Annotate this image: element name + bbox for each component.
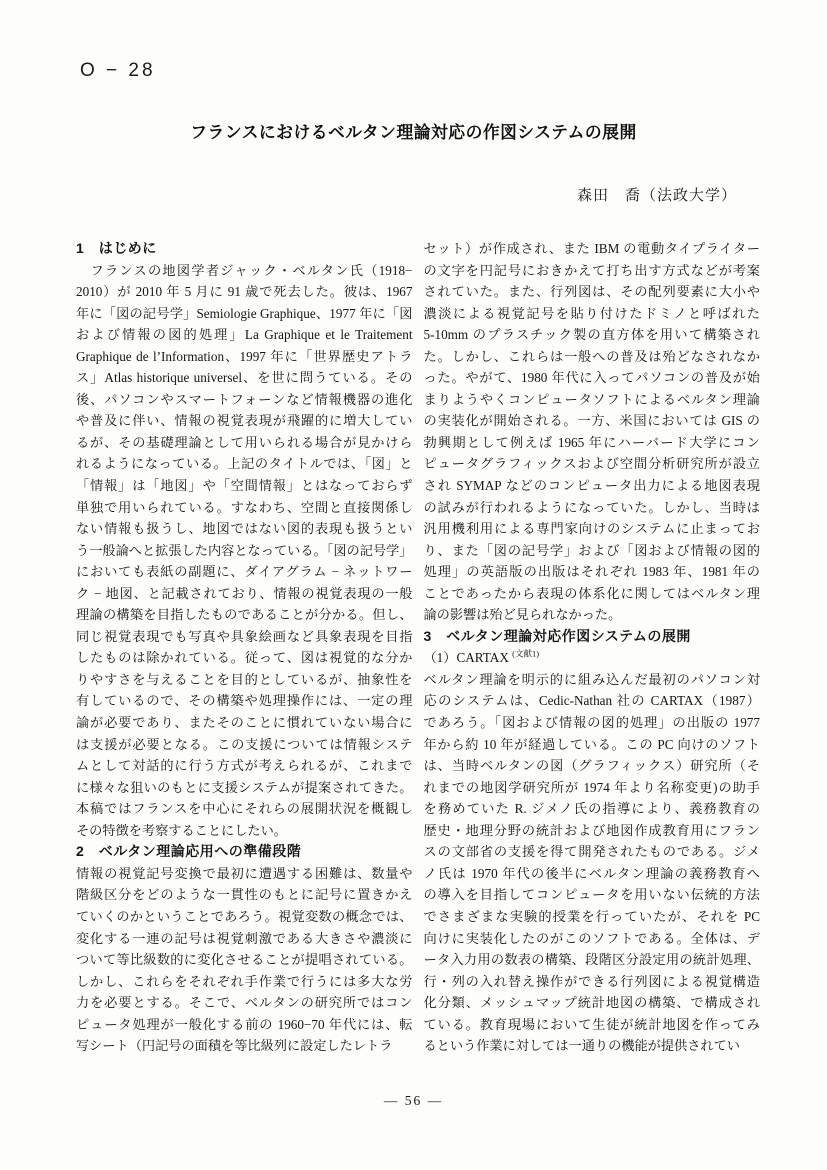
- text-line: ス」Atlas historique universel、を世に問うている。その: [76, 370, 413, 386]
- page-number: — 56 —: [383, 1093, 444, 1108]
- text-line: 2010）が 2010 年 5 月に 91 歳で死去した。彼は、1967: [76, 284, 413, 300]
- text-line: スの文部省の支援を得て開発されたものである。ジメ: [423, 844, 760, 860]
- text-line: ムとして対話的に行う方式が考えられるが、これまで: [76, 758, 413, 774]
- text-line: 濃淡による視覚記号を貼り付けたドミノと呼ばれた: [423, 305, 760, 321]
- section-heading: 3 ベルタン理論対応作図システムの展開: [423, 627, 691, 644]
- text-line: う一般論へと拡張した内容となっている。「図の記号学」: [76, 542, 413, 558]
- text-line: は、当時ベルタンの図（グラフィックス）研究所（そ: [423, 758, 760, 774]
- text-line: フランスの地図学者ジャック・ベルタン氏（1918−: [76, 262, 413, 278]
- text-line: 歴史・地理分野の統計および地図作成教育用にフラン: [423, 822, 760, 838]
- text-line: ク − 地図、と記載されており、情報の視覚表現の一般: [76, 585, 413, 601]
- text-line: 論が必要であり、またそのことに慣れていない場合に: [76, 715, 413, 731]
- text-line: は支援が必要となる。この支援については情報システ: [76, 736, 413, 752]
- text-line: り、また「図の記号学」および「図および情報の図的: [423, 542, 760, 558]
- text-line: ータ入力用の数表の構築、段階区分設定用の統計処理、: [423, 952, 760, 968]
- text-line: ついて等比級数的に変化させることが提唱されている。: [76, 952, 413, 968]
- body-columns: [76, 238, 760, 1057]
- right-column: [424, 238, 761, 1057]
- text-line: 応のシステムは、Cedic-Nathan 社の CARTAX（1987）: [423, 693, 760, 709]
- text-line: され SYMAP などのコンピュータ出力による地図表現: [423, 478, 760, 494]
- session-code: O − 28: [80, 60, 156, 81]
- text-line: Graphique de l’Information、1997 年に「世界歴史アトラ: [76, 348, 413, 364]
- text-line: るという作業に対しては一通りの機能が提供されてい: [423, 1038, 740, 1054]
- text-line: れまでの地図学研究所が 1974 年より名称変更)の助手: [423, 779, 760, 795]
- text-line: た。しかし、これらは一般への普及は殆どなされなか: [423, 348, 760, 364]
- text-line: の試みが行われるようになっていた。しかし、当時は: [423, 499, 760, 515]
- text-line: ていくのかということであろう。視覚変数の概念では、: [76, 908, 413, 924]
- text-line: ピュータグラフィックスおよび空間分析研究所が設立: [423, 456, 760, 472]
- text-line: その特徴を考察することにしたい。: [76, 822, 287, 838]
- text-line: 化分類、メッシュマップ統計地図の構築、で構成され: [423, 995, 760, 1011]
- paper-author: 森田 喬（法政大学）: [576, 188, 737, 204]
- text-line: ない情報も扱うし、地図ではない図的表現も扱うとい: [76, 521, 413, 537]
- text-line: 年に「図の記号学」Semiologie Graphique、1977 年に「図: [76, 305, 413, 321]
- text-line: 理論の構築を目指したものであることが分かる。但し、: [76, 607, 413, 623]
- text-line: 有しているので、その構築や処理操作には、一定の理: [76, 693, 413, 709]
- text-line: 同じ視覚表現でも写真や具象絵画など具象表現を目指: [76, 628, 413, 644]
- text-line: の文字を円記号におきかえて打ち出す方式などが考案: [423, 262, 760, 278]
- text-line: 後、パソコンやスマートフォーンなど情報機器の進化: [76, 391, 413, 407]
- text-line: ピュータ処理が一般化する前の 1960−70 年代には、転: [76, 1016, 413, 1032]
- text-line: セット）が作成され、また IBM の電動タイプライター: [423, 241, 760, 256]
- text-line: るが、その基礎理論として用いられる場合が見かけら: [76, 434, 413, 450]
- section-heading: 2 ベルタン理論応用への準備段階: [76, 843, 302, 860]
- text-line: されていた。また、行列図は、その配列要素に大小や: [423, 284, 760, 300]
- text-line: しかし、これらをそれぞれ手作業で行うには多大な労: [76, 973, 413, 989]
- left-column: [76, 238, 413, 1057]
- text-line: であろう。「図および情報の図的処理」の出版の 1977: [423, 715, 760, 731]
- text-line: 単独で用いられている。すなわち、空間と直接関係し: [76, 499, 413, 515]
- text-line: ベルタン理論を明示的に組み込んだ最初のパソコン対: [423, 671, 760, 687]
- text-line: ている。教育現場において生徒が統計地図を作ってみ: [423, 1016, 760, 1032]
- text-line: 処理」の英語版の出版はそれぞれ 1983 年、1981 年の: [423, 564, 760, 580]
- text-line: 本稿ではフランスを中心にそれらの展開状況を概観し: [76, 801, 413, 817]
- text-line: まりようやくコンピュータソフトによるベルタン理論: [423, 391, 760, 407]
- text-line: の導入を目指してコンピュータを用いない伝統的方法: [423, 887, 760, 903]
- paper-title: フランスにおけるベルタン理論対応の作図システムの展開: [190, 123, 637, 142]
- text-line: に様々な狙いのもとに支援システムが提案されてきた。: [76, 779, 413, 795]
- text-line: 「情報」は「地図」や「空間情報」とはなっておらず: [76, 478, 413, 494]
- text-line: の実装化が開始される。一方、米国においては GIS の: [423, 413, 760, 429]
- text-line: 情報の視覚記号変換で最初に遭遇する困難は、数量や: [76, 865, 413, 881]
- text-line: でさまざまな実験的授業を行っていたが、それを PC: [423, 908, 760, 924]
- text-line: れるようになっている。上記のタイトルでは、「図」と: [76, 456, 413, 472]
- text-line: および情報の図的処理」La Graphique et le Traitement: [76, 327, 413, 343]
- text-line: 汎用機利用による専門家向けのシステムに止まってお: [423, 521, 760, 537]
- subsection-heading: （1）CARTAX $^{(文献1)}$: [423, 649, 540, 666]
- text-line: 行・列の入れ替え操作ができる行列図による視覚構造: [423, 973, 760, 989]
- text-line: 年から約 10 年が経過している。この PC 向けのソフト: [423, 736, 760, 752]
- text-line: ノ氏は 1970 年代の後半にベルタン理論の義務教育へ: [423, 865, 760, 881]
- text-line: 階級区分をどのような一貫性のもとに記号に置きかえ: [76, 887, 413, 903]
- text-line: 変化する一連の記号は視覚刺激である大きさや濃淡に: [76, 930, 413, 946]
- section-heading: 1 はじめに: [76, 240, 157, 256]
- text-line: や普及に伴い、情報の視覚表現が飛躍的に増大してい: [76, 413, 413, 429]
- text-line: を務めていた R. ジメノ氏の指導により、義務教育の: [423, 801, 760, 817]
- text-line: 勃興期として例えば 1965 年にハーバード大学にコン: [423, 434, 760, 450]
- text-line: 5-10mm のプラスチック製の直方体を用いて構築され: [423, 327, 760, 343]
- text-line: したものは除かれている。従って、図は視覚的な分か: [76, 650, 413, 666]
- text-line: 力を必要とする。そこで、ベルタンの研究所ではコン: [76, 995, 413, 1011]
- text-line: においても表紙の副題に、ダイアグラム − ネットワー: [76, 564, 413, 580]
- text-line: 向けに実装化したのがこのソフトである。全体は、デ: [423, 930, 760, 946]
- text-line: 写シート（円記号の面積を等比級列に設定したレトラ: [76, 1038, 393, 1054]
- text-line: ことであったから表現の体系化に関してはベルタン理: [423, 585, 760, 601]
- text-line: った。やがて、1980 年代に入ってパソコンの普及が始: [423, 370, 760, 386]
- text-line: りやすさを与えることを目的としているが、抽象性を: [76, 671, 413, 687]
- reference-superscript: (文献1): [512, 649, 540, 659]
- text-line: 論の影響は殆ど見られなかった。: [423, 607, 622, 623]
